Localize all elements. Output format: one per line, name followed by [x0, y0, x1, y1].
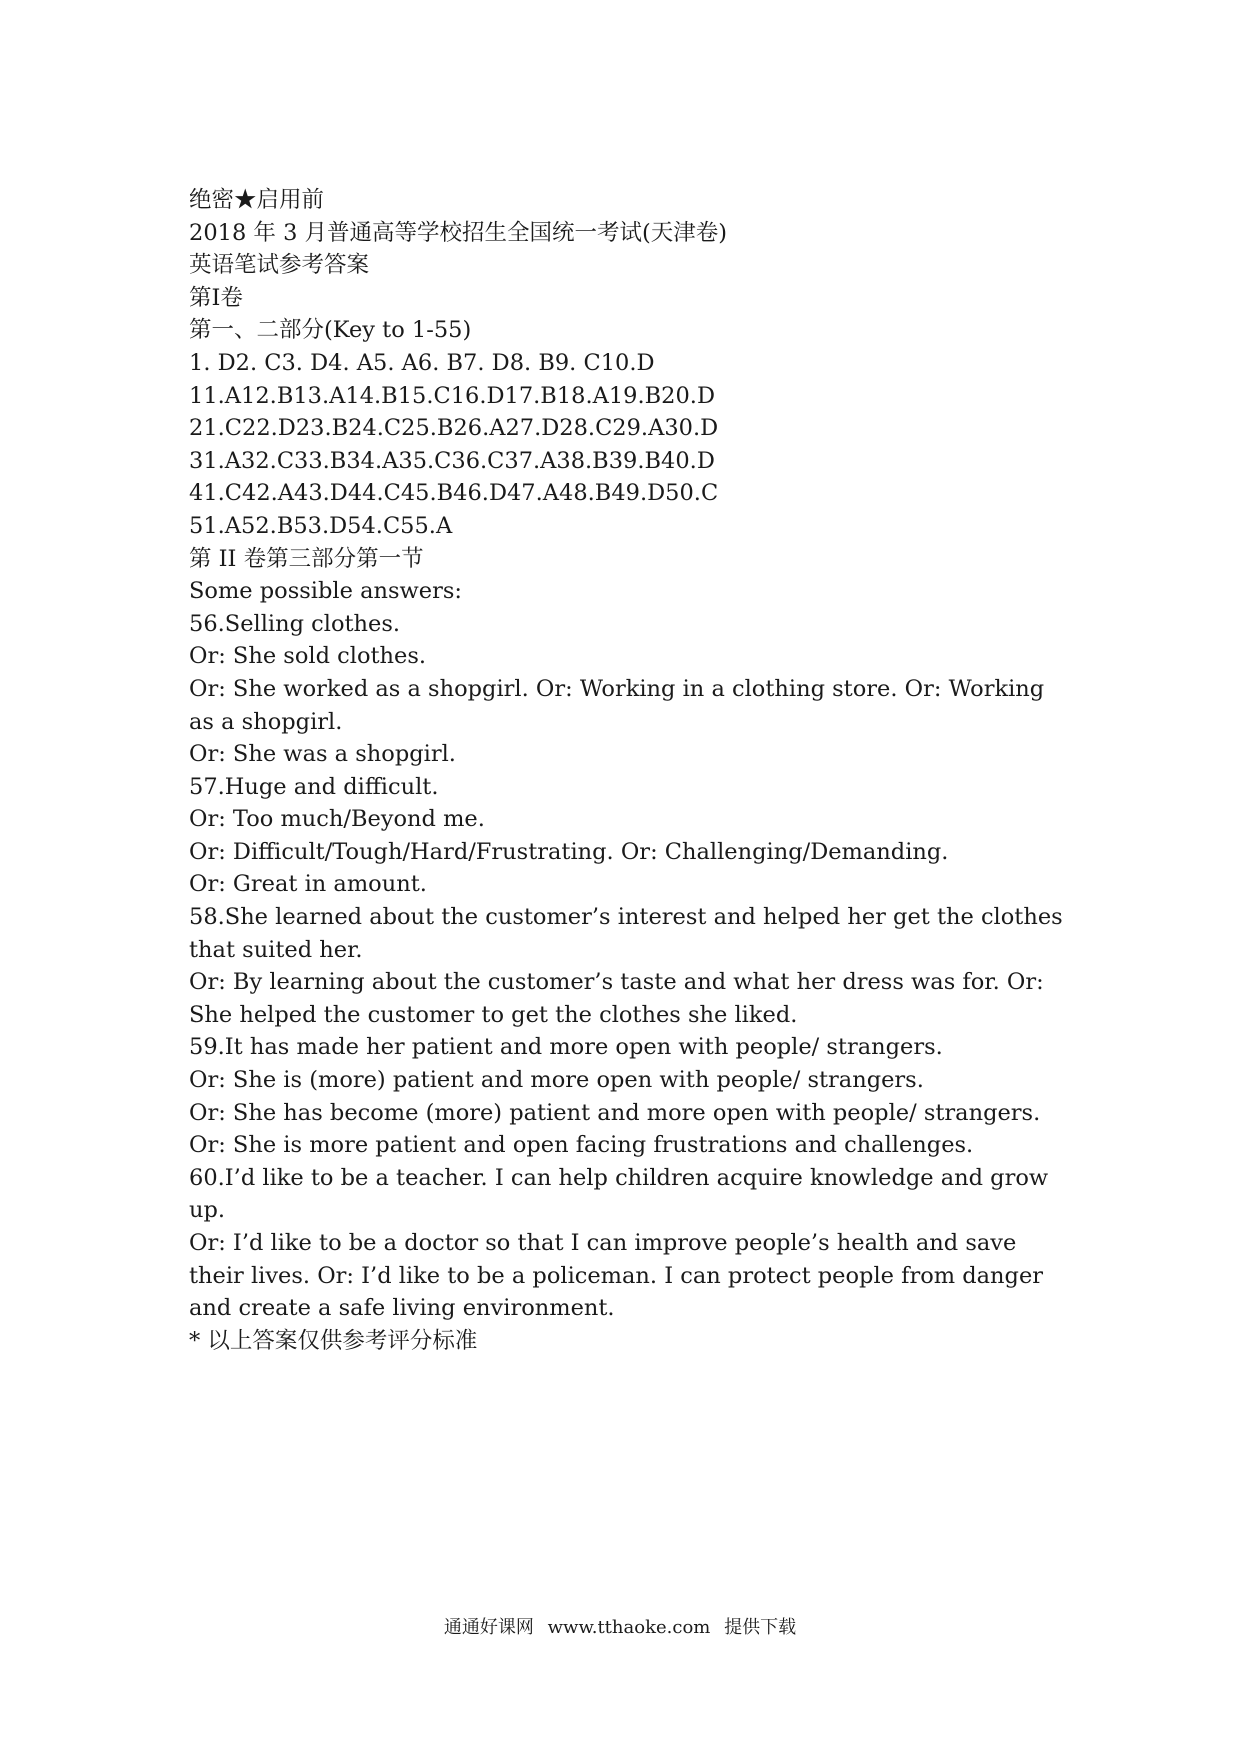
exam-title: 2018 年 3 月普通高等学校招生全国统一考试(天津卷) [189, 219, 728, 246]
page-footer [0, 1616, 1240, 1640]
answer-row: 11.A12.B13.A14.B15.C16.D17.B18.A19.B20.D [189, 382, 716, 409]
answer-item: 56.Selling clothes. [189, 610, 401, 637]
disclaimer-note: * 以上答案仅供参考评分标准 [189, 1327, 478, 1354]
section-heading: 第一、二部分(Key to 1-55) [189, 317, 472, 344]
answer-row: 51.A52.B53.D54.C55.A [189, 512, 453, 539]
answer-item: 58.She learned about the customer’s interest and helped her get the clothes that suited her. [189, 904, 1063, 963]
footer-note: 提供下载 [724, 1617, 797, 1638]
volume-heading: 第Ⅰ卷 [189, 284, 243, 311]
answer-item: Or: Difficult/Tough/Hard/Frustrating. Or: Challenging/Demanding. [189, 838, 949, 865]
answer-item: Or: Too much/Beyond me. [189, 806, 485, 833]
answer-row: 41.C42.A43.D44.C45.B46.D47.A48.B49.D50.C [189, 480, 719, 507]
answer-item: Or: I’d like to be a doctor so that I can improve people’s health and save their lives. Or: I’d like to be a policeman. I can protect people from danger and create a safe living environment. [189, 1230, 1044, 1322]
answer-item: 59.It has made her patient and more open with people/ strangers. [189, 1034, 943, 1061]
answer-item: Or: She worked as a shopgirl. Or: Working in a clothing store. Or: Working as a shopgirl. [189, 675, 1045, 735]
answer-row: 1. D2. C3. D4. A5. A6. B7. D8. B9. C10.D [189, 349, 655, 376]
answer-item: Or: She is (more) patient and more open with people/ strangers. [189, 1067, 924, 1094]
answer-item: 57.Huge and difficult. [189, 773, 439, 800]
volume-heading: 第 II 卷第三部分第一节 [189, 545, 424, 572]
answer-item: Or: By learning about the customer’s taste and what her dress was for. Or: She helped the customer to get the clothes she liked. [189, 969, 1044, 1028]
document-body [189, 184, 1069, 1357]
footer-url: www.tthaoke.com [547, 1617, 711, 1638]
answer-item: Or: Great in amount. [189, 871, 427, 898]
answer-key-title: 英语笔试参考答案 [189, 252, 370, 279]
answer-row: 31.A32.C33.B34.A35.C36.C37.A38.B39.B40.D [189, 447, 715, 474]
answer-item: 60.I’d like to be a teacher. I can help children acquire knowledge and grow up. [189, 1164, 1049, 1224]
answer-item: Or: She sold clothes. [189, 643, 427, 670]
answer-item: Or: She was a shopgirl. [189, 741, 456, 768]
answer-item: Or: She has become (more) patient and more open with people/ strangers. Or: She is more patient and open facing frustrations and challenges. [189, 1099, 1041, 1159]
footer-site-name: 通通好课网 [443, 1617, 534, 1638]
confidential-mark: 绝密★启用前 [189, 187, 325, 213]
text-line: Some possible answers: [189, 578, 462, 605]
answer-row: 21.C22.D23.B24.C25.B26.A27.D28.C29.A30.D [189, 415, 719, 442]
